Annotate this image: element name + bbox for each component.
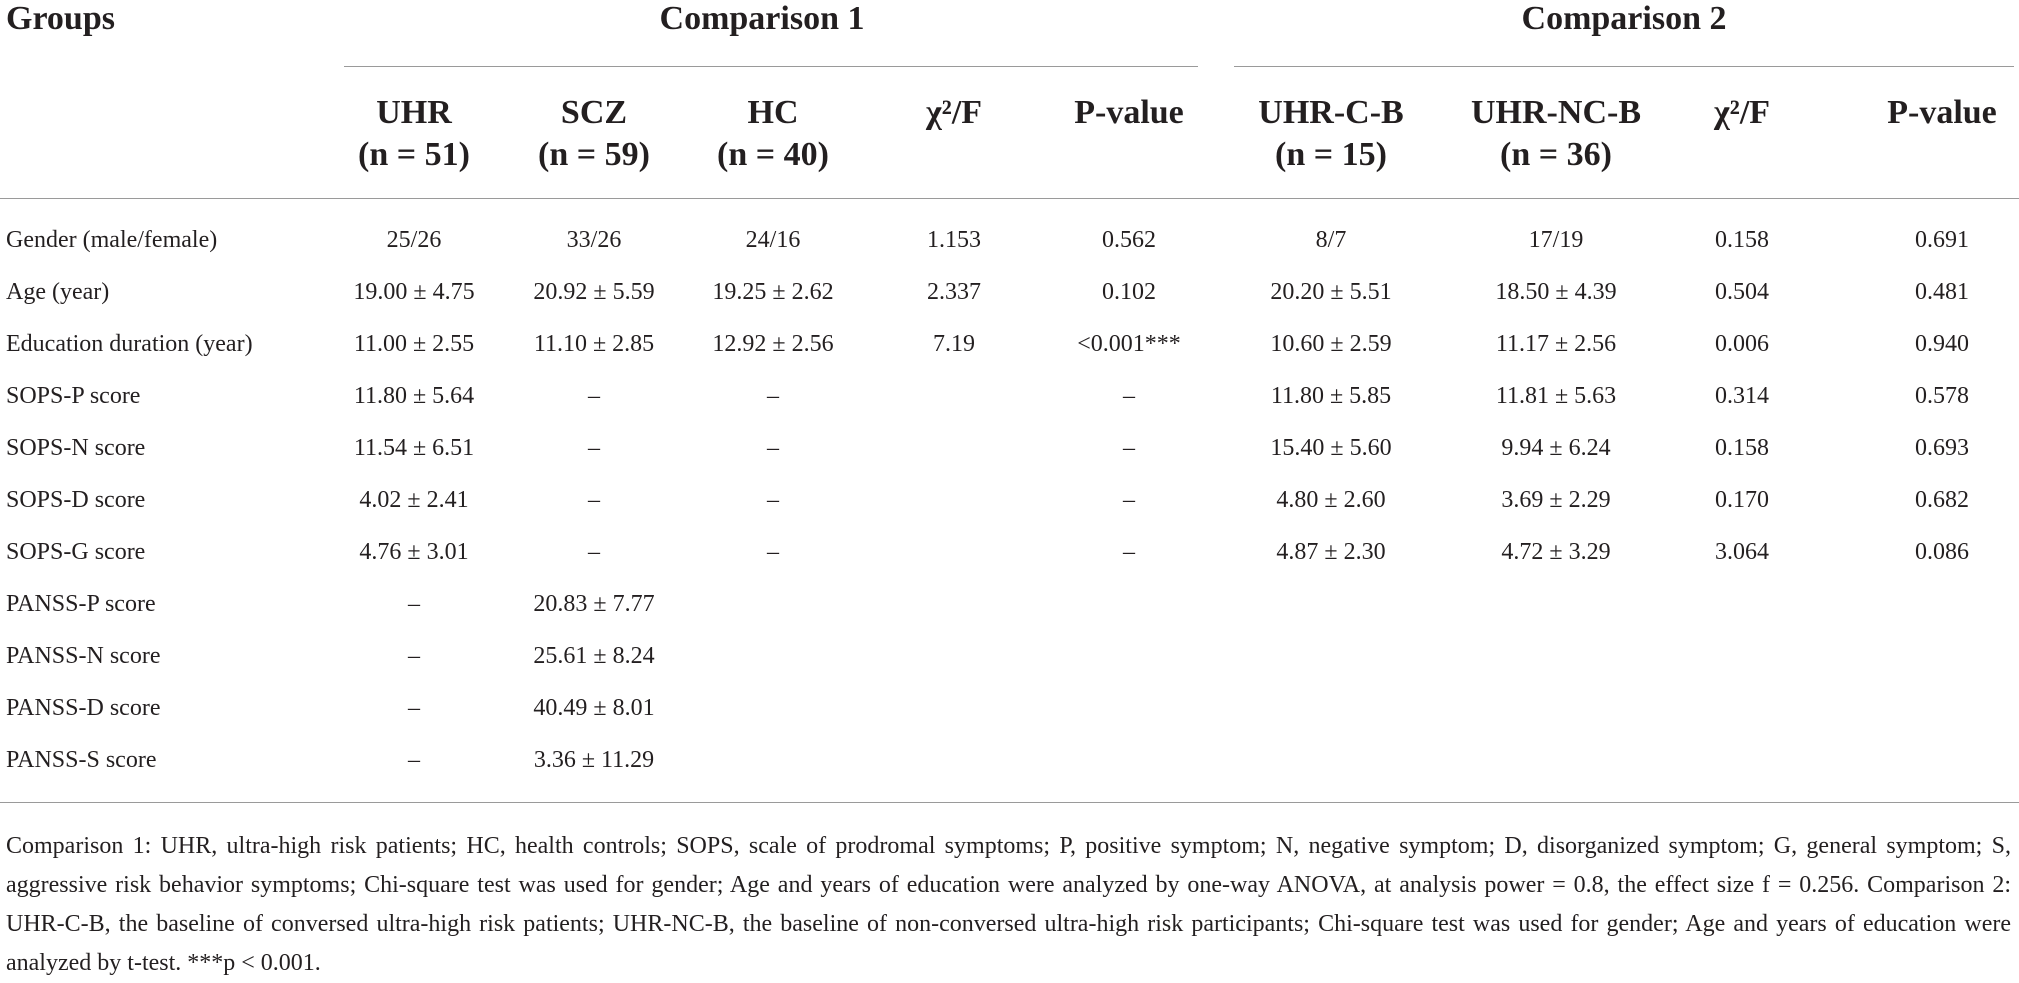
table-cell: 20.92 ± 5.59 (533, 279, 655, 305)
row-label: SOPS-P score (6, 383, 141, 409)
row-label: Age (year) (6, 279, 110, 305)
table-cell: <0.001*** (1077, 331, 1181, 357)
comparison2-heading: Comparison 2 (1521, 0, 1727, 37)
table-cell: 0.481 (1915, 279, 1969, 305)
table-cell: 11.80 ± 5.64 (353, 383, 475, 409)
table-cell: – (588, 487, 600, 513)
row-label: SOPS-N score (6, 435, 146, 461)
column-header-name: UHR (376, 94, 452, 131)
table-cell: 11.81 ± 5.63 (1495, 383, 1617, 409)
table-cell: 0.693 (1915, 435, 1969, 461)
table-row (0, 435, 2019, 465)
table-cell: 18.50 ± 4.39 (1495, 279, 1617, 305)
table-cell: 12.92 ± 2.56 (712, 331, 834, 357)
table-cell: 15.40 ± 5.60 (1270, 435, 1392, 461)
column-header (1887, 92, 1997, 134)
table-cell: 3.69 ± 2.29 (1501, 487, 1611, 513)
table-cell: 10.60 ± 2.59 (1270, 331, 1392, 357)
table-cell: 17/19 (1528, 227, 1584, 253)
column-header (717, 92, 829, 176)
table-cell: – (588, 539, 600, 565)
column-header-n: (n = 40) (717, 136, 829, 173)
table-cell: – (408, 643, 420, 669)
table-cell: 25.61 ± 8.24 (533, 643, 655, 669)
table-row (0, 331, 2019, 361)
row-label: PANSS-S score (6, 747, 157, 773)
row-label: Education duration (year) (6, 331, 253, 357)
column-header-n: (n = 51) (358, 136, 470, 173)
column-header-name: UHR-NC-B (1471, 94, 1641, 131)
column-header-name: χ²/F (1713, 94, 1771, 131)
bottom-rule (0, 802, 2019, 803)
groups-heading: Groups (6, 0, 115, 37)
table-cell: 0.940 (1915, 331, 1969, 357)
table-cell: 11.00 ± 2.55 (353, 331, 475, 357)
table-cell: 4.76 ± 3.01 (359, 539, 469, 565)
table-cell: 25/26 (386, 227, 442, 253)
table-cell: 0.314 (1715, 383, 1769, 409)
table-row (0, 227, 2019, 257)
column-header-name: P-value (1074, 94, 1184, 131)
table-row (0, 487, 2019, 517)
table-row (0, 591, 2019, 621)
table-cell: – (408, 591, 420, 617)
table-cell: – (408, 695, 420, 721)
table-cell: 2.337 (927, 279, 981, 305)
table-cell: 0.170 (1715, 487, 1769, 513)
table-cell: 11.17 ± 2.56 (1495, 331, 1617, 357)
comparison2-rule (1234, 66, 2014, 67)
table-cell: – (767, 539, 779, 565)
table-cell: – (1123, 487, 1135, 513)
column-header-name: UHR-C-B (1258, 94, 1404, 131)
table-cell: 0.562 (1102, 227, 1156, 253)
table-cell: – (588, 435, 600, 461)
table-cell: – (408, 747, 420, 773)
table-row (0, 279, 2019, 309)
table-cell: – (767, 435, 779, 461)
table-row (0, 747, 2019, 777)
row-label: PANSS-N score (6, 643, 161, 669)
column-header-n: (n = 15) (1275, 136, 1387, 173)
table-cell: 11.80 ± 5.85 (1270, 383, 1392, 409)
table-cell: 0.006 (1715, 331, 1769, 357)
table-cell: 4.72 ± 3.29 (1501, 539, 1611, 565)
column-header-n: (n = 36) (1500, 136, 1612, 173)
column-header-name: χ²/F (925, 94, 983, 131)
table-cell: 4.02 ± 2.41 (359, 487, 469, 513)
table-cell: 0.578 (1915, 383, 1969, 409)
table-cell: 0.086 (1915, 539, 1969, 565)
column-header-name: SCZ (560, 94, 628, 131)
column-header (1258, 92, 1403, 176)
table-cell: 11.10 ± 2.85 (533, 331, 655, 357)
table-row (0, 383, 2019, 413)
table-cell: 4.80 ± 2.60 (1276, 487, 1386, 513)
table-cell: 19.00 ± 4.75 (353, 279, 475, 305)
comparison1-rule (344, 66, 1198, 67)
table-cell: – (767, 487, 779, 513)
column-header-name: HC (747, 94, 799, 131)
column-header (926, 92, 982, 134)
table-cell: – (767, 383, 779, 409)
table-cell: – (588, 383, 600, 409)
column-header-n: (n = 59) (538, 136, 650, 173)
table-cell: 0.158 (1715, 227, 1769, 253)
header-rule (0, 198, 2019, 199)
table-cell: 1.153 (927, 227, 981, 253)
table-cell: 3.064 (1715, 539, 1769, 565)
table-cell: 20.20 ± 5.51 (1270, 279, 1392, 305)
column-header (1471, 92, 1641, 176)
column-header (358, 92, 470, 176)
column-header-name: P-value (1887, 94, 1997, 131)
table-row (0, 695, 2019, 725)
table-cell: 8/7 (1315, 227, 1347, 253)
table-cell: 11.54 ± 6.51 (353, 435, 475, 461)
table-cell: 9.94 ± 6.24 (1501, 435, 1611, 461)
table-cell: 7.19 (933, 331, 975, 357)
table-cell: – (1123, 539, 1135, 565)
row-label: SOPS-D score (6, 487, 146, 513)
row-label: PANSS-D score (6, 695, 161, 721)
column-header (1074, 92, 1184, 134)
table-cell: 0.682 (1915, 487, 1969, 513)
table-row (0, 539, 2019, 569)
table-cell: 0.504 (1715, 279, 1769, 305)
row-label: Gender (male/female) (6, 227, 218, 253)
table-cell: 33/26 (566, 227, 622, 253)
table-cell: – (1123, 383, 1135, 409)
table-cell: 4.87 ± 2.30 (1276, 539, 1386, 565)
table-cell: 0.691 (1915, 227, 1969, 253)
column-header (538, 92, 650, 176)
table-cell: – (1123, 435, 1135, 461)
table-cell: 19.25 ± 2.62 (712, 279, 834, 305)
table-cell: 0.102 (1102, 279, 1156, 305)
table-row (0, 643, 2019, 673)
comparison1-heading: Comparison 1 (659, 0, 865, 37)
table-cell: 0.158 (1715, 435, 1769, 461)
table-cell: 40.49 ± 8.01 (533, 695, 655, 721)
table-cell: 24/16 (745, 227, 801, 253)
table-cell: 3.36 ± 11.29 (533, 747, 655, 773)
row-label: PANSS-P score (6, 591, 156, 617)
table-cell: 20.83 ± 7.77 (533, 591, 655, 617)
row-label: SOPS-G score (6, 539, 146, 565)
table-footnote: Comparison 1: UHR, ultra-high risk patients; HC, health controls; SOPS, scale of prodromal symptoms; P, positive symptom; N, negative symptom; D, disorganized symptom; G, general symptom; S, aggressive risk behavior symptoms; Chi-square test was used for gender; Age and years of education were analyzed by one-way ANOVA, at analysis power = 0.8, the effect size f = 0.256. Comparison 2: UHR-C-B, the baseline of conversed ultra-high risk patients; UHR-NC-B, the baseline of non-conversed ultra-high risk participants; Chi-square test was used for gender; Age and years of education were analyzed by t-test. ***p < 0.001. (6, 833, 2011, 976)
column-header (1714, 92, 1770, 134)
